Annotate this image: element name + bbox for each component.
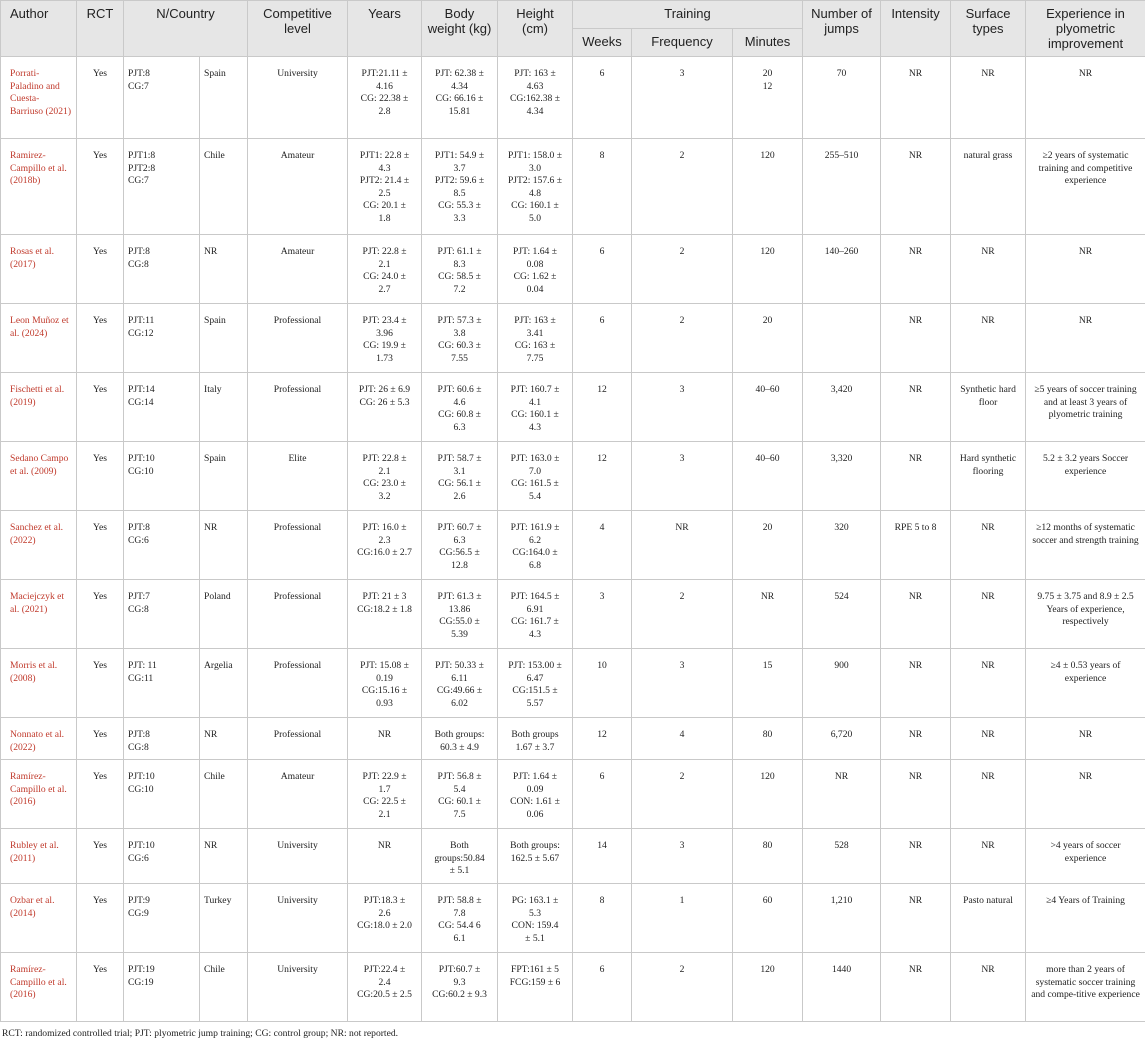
height-cell: PJT: 1.64 ± 0.08 CG: 1.62 ± 0.04 [498,235,573,304]
header-rct: RCT [77,1,124,57]
level-cell: Elite [248,442,348,511]
height-cell: PG: 163.1 ± 5.3 CON: 159.4 ± 5.1 [498,884,573,953]
minutes-cell: 20 [733,511,803,580]
years-cell: PJT: 16.0 ± 2.3 CG:16.0 ± 2.7 [348,511,422,580]
jumps-cell: 3,320 [803,442,881,511]
table-row [1,649,1145,718]
years-cell: PJT: 22.8 ± 2.1 CG: 24.0 ± 2.7 [348,235,422,304]
body-weight-cell: PJT: 57.3 ± 3.8 CG: 60.3 ± 7.55 [422,304,498,373]
country-cell: Spain [200,57,248,139]
rct-cell: Yes [77,373,124,442]
body-weight-cell: PJT: 61.1 ± 8.3 CG: 58.5 ± 7.2 [422,235,498,304]
jumps-cell: 1,210 [803,884,881,953]
surface-cell: NR [951,760,1026,829]
minutes-cell: 120 [733,953,803,1022]
frequency-cell: 1 [632,884,733,953]
n-cell: PJT:8 CG:8 [124,235,200,304]
frequency-cell: 3 [632,829,733,884]
country-cell: NR [200,235,248,304]
level-cell: Professional [248,511,348,580]
body-weight-cell: PJT: 60.7 ± 6.3 CG:56.5 ± 12.8 [422,511,498,580]
height-cell: PJT: 163.0 ± 7.0 CG: 161.5 ± 5.4 [498,442,573,511]
n-cell: PJT:8 CG:6 [124,511,200,580]
level-cell: Professional [248,718,348,760]
years-cell: PJT: 21 ± 3 CG:18.2 ± 1.8 [348,580,422,649]
height-cell: PJT: 161.9 ± 6.2 CG:164.0 ± 6.8 [498,511,573,580]
n-cell: PJT:19 CG:19 [124,953,200,1022]
body-weight-cell: Both groups:50.84 ± 5.1 [422,829,498,884]
n-cell: PJT:11 CG:12 [124,304,200,373]
experience-cell: NR [1026,57,1145,139]
surface-cell: NR [951,304,1026,373]
table-row [1,580,1145,649]
intensity-cell: NR [881,304,951,373]
jumps-cell: 524 [803,580,881,649]
country-cell: Argelia [200,649,248,718]
body-weight-cell: Both groups: 60.3 ± 4.9 [422,718,498,760]
surface-cell: Synthetic hard floor [951,373,1026,442]
surface-cell: NR [951,235,1026,304]
level-cell: University [248,884,348,953]
surface-cell: NR [951,57,1026,139]
header-intensity: Intensity [881,1,951,57]
years-cell: PJT: 23.4 ± 3.96 CG: 19.9 ± 1.73 [348,304,422,373]
years-cell: PJT: 22.9 ± 1.7 CG: 22.5 ± 2.1 [348,760,422,829]
table-row [1,829,1145,884]
height-cell: PJT: 163 ± 4.63 CG:162.38 ± 4.34 [498,57,573,139]
rct-cell: Yes [77,511,124,580]
country-cell: NR [200,511,248,580]
level-cell: Amateur [248,235,348,304]
intensity-cell: NR [881,884,951,953]
body-weight-cell: PJT: 58.7 ± 3.1 CG: 56.1 ± 2.6 [422,442,498,511]
years-cell: PJT: 22.8 ± 2.1 CG: 23.0 ± 3.2 [348,442,422,511]
jumps-cell: 900 [803,649,881,718]
minutes-cell: 80 [733,829,803,884]
surface-cell: Pasto natural [951,884,1026,953]
frequency-cell: 2 [632,953,733,1022]
rct-cell: Yes [77,884,124,953]
body-weight-cell: PJT1: 54.9 ± 3.7 PJT2: 59.6 ± 8.5 CG: 55.3 ± 3.3 [422,139,498,235]
experience-cell: ≥2 years of systematic training and competitive experience [1026,139,1145,235]
jumps-cell: 528 [803,829,881,884]
height-cell: PJT: 153.00 ± 6.47 CG:151.5 ± 5.57 [498,649,573,718]
weeks-cell: 10 [573,649,632,718]
weeks-cell: 14 [573,829,632,884]
minutes-cell: 15 [733,649,803,718]
years-cell: PJT: 15.08 ± 0.19 CG:15.16 ± 0.93 [348,649,422,718]
intensity-cell: NR [881,953,951,1022]
author-cell: Ramírez-Campillo et al. (2016) [1,760,77,829]
weeks-cell: 12 [573,373,632,442]
years-cell: PJT:18.3 ± 2.6 CG:18.0 ± 2.0 [348,884,422,953]
surface-cell: Hard synthetic flooring [951,442,1026,511]
experience-cell: NR [1026,718,1145,760]
rct-cell: Yes [77,304,124,373]
intensity-cell: NR [881,649,951,718]
level-cell: Amateur [248,139,348,235]
weeks-cell: 6 [573,235,632,304]
jumps-cell: 70 [803,57,881,139]
country-cell: Turkey [200,884,248,953]
country-cell: Chile [200,139,248,235]
weeks-cell: 3 [573,580,632,649]
intensity-cell: NR [881,57,951,139]
jumps-cell: 320 [803,511,881,580]
weeks-cell: 6 [573,304,632,373]
frequency-cell: NR [632,511,733,580]
header-n-country: N/Country [124,1,248,57]
rct-cell: Yes [77,139,124,235]
author-cell: Morris et al. (2008) [1,649,77,718]
weeks-cell: 12 [573,718,632,760]
jumps-cell: 3,420 [803,373,881,442]
years-cell: PJT:22.4 ± 2.4 CG:20.5 ± 2.5 [348,953,422,1022]
intensity-cell: NR [881,373,951,442]
rct-cell: Yes [77,649,124,718]
frequency-cell: 2 [632,304,733,373]
experience-cell: 9.75 ± 3.75 and 8.9 ± 2.5 Years of experience, respectively [1026,580,1145,649]
surface-cell: NR [951,580,1026,649]
table-row [1,511,1145,580]
years-cell: PJT1: 22.8 ± 4.3 PJT2: 21.4 ± 2.5 CG: 20.1 ± 1.8 [348,139,422,235]
table-row [1,953,1145,1022]
intensity-cell: RPE 5 to 8 [881,511,951,580]
minutes-cell: NR [733,580,803,649]
jumps-cell: 255–510 [803,139,881,235]
weeks-cell: 6 [573,57,632,139]
author-cell: Sedano Campo et al. (2009) [1,442,77,511]
author-cell: Porrati-Paladino and Cuesta-Barriuso (2021) [1,57,77,139]
country-cell: Poland [200,580,248,649]
author-cell: Sanchez et al. (2022) [1,511,77,580]
surface-cell: NR [951,953,1026,1022]
minutes-cell: 60 [733,884,803,953]
experience-cell: ≥5 years of soccer training and at least 3 years of plyometric training [1026,373,1145,442]
header-competitive-level: Competitive level [248,1,348,57]
n-cell: PJT:8 CG:8 [124,718,200,760]
header-row-1 [1,1,1145,29]
minutes-cell: 20 [733,304,803,373]
frequency-cell: 2 [632,760,733,829]
frequency-cell: 3 [632,373,733,442]
intensity-cell: NR [881,139,951,235]
table-row [1,235,1145,304]
n-cell: PJT:9 CG:9 [124,884,200,953]
level-cell: University [248,953,348,1022]
jumps-cell: 1440 [803,953,881,1022]
table-row [1,884,1145,953]
intensity-cell: NR [881,829,951,884]
rct-cell: Yes [77,718,124,760]
surface-cell: NR [951,649,1026,718]
rct-cell: Yes [77,57,124,139]
rct-cell: Yes [77,442,124,511]
intensity-cell: NR [881,580,951,649]
author-cell: Nonnato et al. (2022) [1,718,77,760]
minutes-cell: 80 [733,718,803,760]
n-cell: PJT:7 CG:8 [124,580,200,649]
height-cell: FPT:161 ± 5 FCG:159 ± 6 [498,953,573,1022]
minutes-cell: 120 [733,760,803,829]
years-cell: NR [348,829,422,884]
header-author: Author [1,1,77,57]
weeks-cell: 6 [573,953,632,1022]
header-weeks: Weeks [573,29,632,57]
height-cell: PJT1: 158.0 ± 3.0 PJT2: 157.6 ± 4.8 CG: 160.1 ± 5.0 [498,139,573,235]
n-cell: PJT1:8 PJT2:8 CG:7 [124,139,200,235]
years-cell: PJT: 26 ± 6.9 CG: 26 ± 5.3 [348,373,422,442]
level-cell: Professional [248,373,348,442]
experience-cell: NR [1026,304,1145,373]
rct-cell: Yes [77,760,124,829]
header-body-weight: Body weight (kg) [422,1,498,57]
surface-cell: NR [951,718,1026,760]
years-cell: PJT:21.11 ± 4.16 CG: 22.38 ± 2.8 [348,57,422,139]
body-weight-cell: PJT: 56.8 ± 5.4 CG: 60.1 ± 7.5 [422,760,498,829]
author-cell: Rosas et al. (2017) [1,235,77,304]
body-weight-cell: PJT: 50.33 ± 6.11 CG:49.66 ± 6.02 [422,649,498,718]
author-cell: Ramirez-Campillo et al. (2018b) [1,139,77,235]
header-training: Training [573,1,803,29]
frequency-cell: 2 [632,580,733,649]
minutes-cell: 40–60 [733,373,803,442]
weeks-cell: 8 [573,139,632,235]
header-minutes: Minutes [733,29,803,57]
table-row [1,57,1145,139]
years-cell: NR [348,718,422,760]
rct-cell: Yes [77,580,124,649]
level-cell: Professional [248,649,348,718]
body-weight-cell: PJT: 61.3 ± 13.86 CG:55.0 ± 5.39 [422,580,498,649]
surface-cell: NR [951,829,1026,884]
experience-cell: NR [1026,760,1145,829]
jumps-cell: 6,720 [803,718,881,760]
country-cell: Spain [200,442,248,511]
jumps-cell: 140–260 [803,235,881,304]
rct-cell: Yes [77,953,124,1022]
jumps-cell [803,304,881,373]
table-row [1,442,1145,511]
minutes-cell: 120 [733,235,803,304]
frequency-cell: 2 [632,139,733,235]
experience-cell: 5.2 ± 3.2 years Soccer experience [1026,442,1145,511]
experience-cell: ≥12 months of systematic soccer and strength training [1026,511,1145,580]
header-experience: Experience in plyometric improvement [1026,1,1145,57]
country-cell: NR [200,829,248,884]
jumps-cell: NR [803,760,881,829]
n-cell: PJT:10 CG:10 [124,760,200,829]
n-cell: PJT:10 CG:10 [124,442,200,511]
body-weight-cell: PJT: 62.38 ± 4.34 CG: 66.16 ± 15.81 [422,57,498,139]
author-cell: Rubley et al. (2011) [1,829,77,884]
table-row [1,760,1145,829]
body-weight-cell: PJT:60.7 ± 9.3 CG:60.2 ± 9.3 [422,953,498,1022]
level-cell: Professional [248,580,348,649]
table-row [1,139,1145,235]
rct-cell: Yes [77,235,124,304]
country-cell: Chile [200,760,248,829]
weeks-cell: 6 [573,760,632,829]
country-cell: Chile [200,953,248,1022]
table-row [1,373,1145,442]
level-cell: University [248,829,348,884]
author-cell: Leon Muñoz et al. (2024) [1,304,77,373]
intensity-cell: NR [881,442,951,511]
height-cell: PJT: 164.5 ± 6.91 CG: 161.7 ± 4.3 [498,580,573,649]
intensity-cell: NR [881,760,951,829]
frequency-cell: 3 [632,442,733,511]
body-weight-cell: PJT: 60.6 ± 4.6 CG: 60.8 ± 6.3 [422,373,498,442]
frequency-cell: 3 [632,57,733,139]
weeks-cell: 12 [573,442,632,511]
header-frequency: Frequency [632,29,733,57]
intensity-cell: NR [881,718,951,760]
level-cell: Professional [248,304,348,373]
body-weight-cell: PJT: 58.8 ± 7.8 CG: 54.4 6 6.1 [422,884,498,953]
rct-cell: Yes [77,829,124,884]
experience-cell: ≥4 ± 0.53 years of experience [1026,649,1145,718]
experience-cell: NR [1026,235,1145,304]
intensity-cell: NR [881,235,951,304]
table-footnote: RCT: randomized controlled trial; PJT: plyometric jump training; CG: control group; NR: not reported. [0,1022,1145,1046]
table-row [1,304,1145,373]
frequency-cell: 2 [632,235,733,304]
n-cell: PJT:8 CG:7 [124,57,200,139]
table-row [1,718,1145,760]
level-cell: Amateur [248,760,348,829]
header-years: Years [348,1,422,57]
level-cell: University [248,57,348,139]
experience-cell: more than 2 years of systematic soccer training and compe-titive experience [1026,953,1145,1022]
height-cell: PJT: 163 ± 3.41 CG: 163 ± 7.75 [498,304,573,373]
height-cell: PJT: 160.7 ± 4.1 CG: 160.1 ± 4.3 [498,373,573,442]
minutes-cell: 40–60 [733,442,803,511]
surface-cell: NR [951,511,1026,580]
height-cell: Both groups 1.67 ± 3.7 [498,718,573,760]
header-number-of-jumps: Number of jumps [803,1,881,57]
table-body [1,57,1145,1022]
n-cell: PJT:14 CG:14 [124,373,200,442]
header-height: Height (cm) [498,1,573,57]
country-cell: NR [200,718,248,760]
surface-cell: natural grass [951,139,1026,235]
height-cell: Both groups: 162.5 ± 5.67 [498,829,573,884]
header-surface-types: Surface types [951,1,1026,57]
n-cell: PJT:10 CG:6 [124,829,200,884]
weeks-cell: 4 [573,511,632,580]
minutes-cell: 20 12 [733,57,803,139]
author-cell: Ramírez-Campillo et al. (2016) [1,953,77,1022]
frequency-cell: 3 [632,649,733,718]
weeks-cell: 8 [573,884,632,953]
n-cell: PJT: 11 CG:11 [124,649,200,718]
minutes-cell: 120 [733,139,803,235]
country-cell: Italy [200,373,248,442]
experience-cell: >4 years of soccer experience [1026,829,1145,884]
author-cell: Maciejczyk et al. (2021) [1,580,77,649]
experience-cell: ≥4 Years of Training [1026,884,1145,953]
frequency-cell: 4 [632,718,733,760]
height-cell: PJT: 1.64 ± 0.09 CON: 1.61 ± 0.06 [498,760,573,829]
author-cell: Fischetti et al. (2019) [1,373,77,442]
author-cell: Ozbar et al. (2014) [1,884,77,953]
country-cell: Spain [200,304,248,373]
